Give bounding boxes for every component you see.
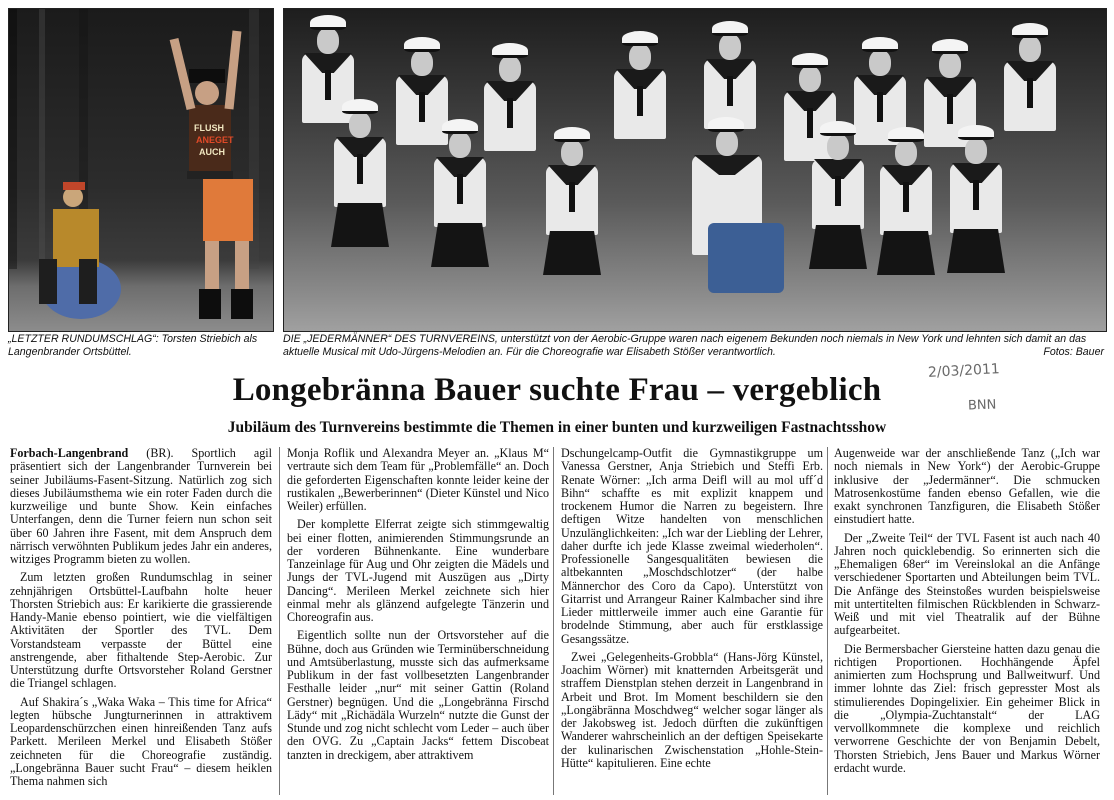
photo-ortsbuettel	[8, 8, 274, 332]
handwritten-mark: BNN	[967, 397, 997, 414]
caption-right-text: DES TURNVEREINS, unterstützt von der Aerobic-Gruppe waren nach eigenem Bekunden noch niemals in New York und lehnten sich damit an das aktuelle Musical mit Udo-Jürgens-Melodien an. Für die Choreografie war Elisabeth Stößer verantwortlich.	[283, 333, 1087, 358]
photo-ortsbuettel-illustration	[9, 9, 273, 331]
paragraph: Monja Roflik und Alexandra Meyer an. „Klaus M“ vertraute sich dem Team für „Problemfälle“ an. Doch die geforderten Eigenschaften konnte leider keine der rustikalen „Bewerberinnen“ (Dieter Künstel und Nico Weiler) erfüllen.	[287, 447, 549, 513]
shirt-print: FLUSH	[194, 123, 224, 133]
handwritten-date: 2/03/2011	[927, 361, 1001, 381]
article-column-3	[561, 447, 823, 797]
paragraph: Zum letzten großen Rundumschlag in seiner zehnjährigen Ortsbüttel-Laufbahn holte heuer Thorsten Striebich aus: Er karikierte die grassierende Handy-Manie ebenso pointiert, wie die vielfältigen Aktivitäten der Sportler des TVL. Dem Vorstandsteam verpasste der Büttel eine anstrengende, aber fithaltende Step-Aerobic. Zur Unterstützung durfte Ortsvorsteher Roland Gerstner die Triangel schlagen.	[10, 570, 272, 691]
column-divider	[279, 447, 280, 795]
article-headline: Longebränna Bauer suchte Frau – vergeblich	[232, 372, 882, 408]
paragraph: Eigentlich sollte nun der Ortsvorsteher auf die Bühne, doch aus Gründen wie Terminüberschneidung und Amtsüberlastung, musste sich das aufmerksame Publikum in der fast vollbesetzten Langenbrander Festhalle leider „nur“ mit seiner Gattin (Roland Gerstner) begnügen. Und die „Longebränna Firschd Lädy“ mit „Richädäla Wurzeln“ nutzte die Gunst der Stunde und zog nicht schlecht vom Leder – auch über den OVG. Zu „Captain Jacks“ fettem Discobeat tanzten in dreckigem, aber attraktivem	[287, 628, 549, 762]
caption-left-lead: „LETZTER RUNDUMSCHLAG“:	[8, 333, 159, 345]
paragraph: Dschungelcamp-Outfit die Gymnastikgruppe um Vanessa Gerstner, Anja Striebich und Steffi Erb. Renate Wörner: „Ich arma Deifl will au mol uff´d Bihn“ schaffte es mit explizit knappem und trockenem Humor die Narren zu begeistern. Ihre deftigen Witze handelten von menschlichen Unzulänglichkeiten: „Ich war der Liebling der Lehrer, daher durfte ich jede Klasse zweimal wiederholen“. Professionelle Sangesqualitäten bewiesen die altbekannten „Moschdschlotzer“ (der halbe Männerchor des Coro da Capo). Unterstützt von Gitarrist und Arrangeur Rainer Kalmbacher sind ihre Lieder mittlerweile immer auch eine Garantie für brodelnde Stimmung, aber auch für erstklassige Gesangssätze.	[561, 447, 823, 646]
article-column-1	[10, 447, 272, 797]
caption-left	[8, 333, 276, 359]
svg-text:ANEGET: ANEGET	[196, 135, 234, 145]
column-divider	[827, 447, 828, 795]
column-divider	[553, 447, 554, 795]
photo-jedermaenner	[283, 8, 1107, 332]
jeans-figure-legs	[708, 223, 784, 293]
paragraph: Die Bermersbacher Giersteine hatten dazu genau die richtigen Proportionen. Hochhängende Äpfel animierten zum Hochsprung und Ballweitwurf. Und immer lohnte das Ziel: frisch gepresster Most als stimulierendes Dopingelixier. Ein geheimer Blick in die „Olympia-Zuchtanstalt“ der LAG vervollkommnete die komplexe und reichlich verworrene Geschichte der von Benjamin Debelt, Thorsten Striebich, Jens Bauer und Markus Wörner erdacht wurde.	[834, 641, 1100, 775]
paragraph: Zwei „Gelegenheits-Grobbla“ (Hans-Jörg Künstel, Joachim Wörner) mit knatternden Arbeitsgerät und straffem Dienstplan stehen derzeit in Langenbrand in Arbeit und Brot. Im Moment beschildern sie den „Longäbränna Moschdweg“ welcher sogar länger als der Jakobsweg ist. Jedoch dürften die zukünftigen Wanderer wahrscheinlich an der deftigen Speisekarte der kulinarischen Zwischenstation „Hohle-Stein-Hütte“ kapitulieren. Eine echte	[561, 649, 823, 770]
photo-credit: Fotos: Bauer	[1043, 346, 1104, 358]
paragraph: Augenweide war der anschließende Tanz („Ich war noch niemals in New York“) der Aerobic-Gruppe inklusive der „Jedermänner“. Die schmucken Matrosenkostüme fanden ebenso Gefallen, wie die exakt synchronen Tanzfiguren, die Elisabeth Stößer einstudiert hatte.	[834, 447, 1100, 527]
paragraph: Auf Shakira´s „Waka Waka – This time for Africa“ legten hübsche Jungturnerinnen in attraktivem Leopardenschürzchen einen hinreißenden Tanz aufs Parkett. Merileen Merkel und Elisabeth Stößer zeichneten für die Choreografie zuständig. „Longebränna Bauer sucht Frau“ – diesem heiklen Thema nahmen sich	[10, 694, 272, 788]
dateline: Forbach-Langenbrand	[10, 447, 129, 460]
svg-text:AUCH: AUCH	[199, 147, 225, 157]
caption-right	[283, 333, 1105, 359]
article-column-2	[287, 447, 549, 797]
caption-right-lead: DIE „JEDERMÄNNER“	[283, 333, 392, 345]
article-subheadline: Jubiläum des Turnvereins bestimmte die Themen in einer bunten und kurzweiligen Fastnachtsshow	[227, 419, 887, 436]
article-column-4	[834, 447, 1100, 797]
paragraph: Forbach-Langenbrand (BR). Sportlich agil präsentiert sich der Langenbrander Turnverein bei seiner Jubiläums-Fasent-Sitzung. Natürlich zog sich dieses Jubiläumsthema wie ein roter Faden durch die kurzweilige und bunte Show. Kein einfaches Unterfangen, denn die Turner feiern nun schon seit über 60 Jahren ihre Fasent, mit dem Anspruch dem närrisch verwöhnten Publikum jedes Jahr ein anderes, witziges Programm bieten zu wollen.	[10, 447, 272, 566]
paragraph: Der „Zweite Teil“ der TVL Fasent ist auch nach 40 Jahren noch quicklebendig. So erinnerten sich die „Ehemaligen 68er“ im Vereinslokal an die Anfänge verschiedener Sportarten und Abteilungen beim TVL. Die Anfänge des Steinstoßes wurden beispielsweise mit untertitelten filmischen Rückblenden in Schwarz-Weiß und mit viel Theatralik auf der Bühne aufgearbeitet.	[834, 530, 1100, 638]
caption-left-text: Torsten Striebich als Langenbrander Ortsbüttel.	[8, 333, 258, 358]
paragraph: Der komplette Elferrat zeigte sich stimmgewaltig bei einer flotten, animierenden Stimmungsrunde an der vorderen Bühnenkante. Eine wunderbare Tanzeinlage für Aug und Ohr zeigten die Mädels und Jungs der TVL-Jugend mit Auszügen aus „Dirty Dancing“. Merileen Merkel zeichnete sich hier einmal mehr als glänzend aufgelegte Tänzerin und Choreografin aus.	[287, 517, 549, 624]
